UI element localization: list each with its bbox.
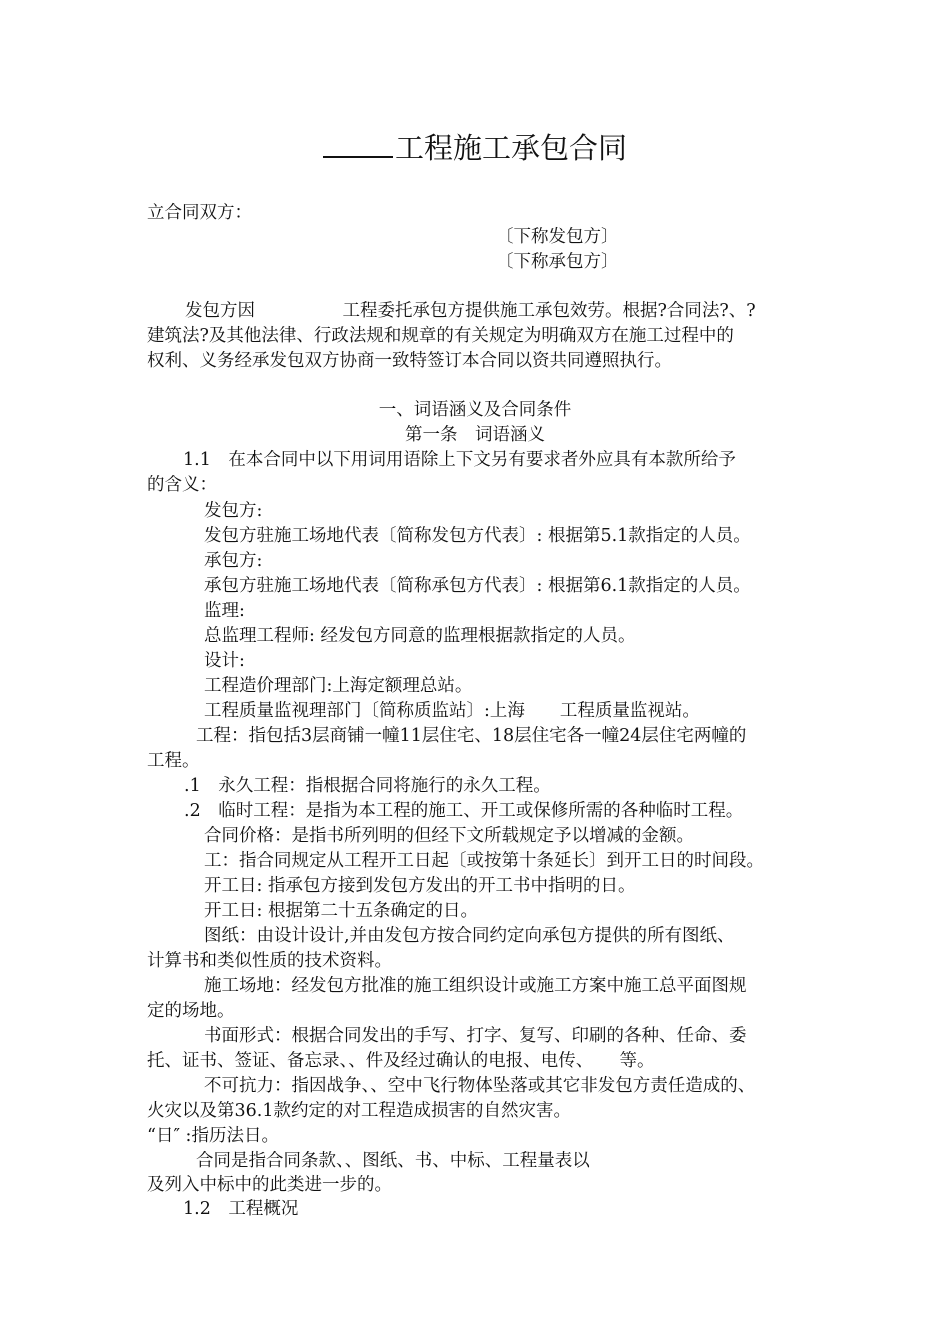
def-site-line-1: 施工场地：经发包方批准的施工组织设计或施工方案中施工总平面图规 [204, 976, 747, 996]
party-b-note: 〔下称承包方〕 [496, 252, 619, 272]
document-title [0, 130, 950, 166]
def-project-line-1: 工程：指包括3层商铺一幢11层住宅、18层住宅各一幢24层住宅两幢的 [196, 726, 747, 746]
clause-1-2-heading: 1.2 工程概况 [183, 1199, 299, 1219]
def-employer-rep: 发包方驻施工场地代表〔简称发包方代表〕: 根据第5.1款指定的人员。 [204, 526, 751, 546]
def-quality-dept: 工程质量监视理部门〔简称质监站〕:上海 工程质量监视站。 [204, 701, 700, 721]
preamble-line-1: 发包方因 工程委托承包方提供施工承包效劳。根据?合同法?、? [185, 301, 756, 321]
def-completion-date: 开工日: 根据第二十五条确定的日。 [204, 901, 478, 921]
article-heading: 第一条 词语涵义 [405, 425, 545, 445]
def-supervision: 监理: [204, 601, 245, 621]
party-a-note: 〔下称发包方〕 [496, 227, 619, 247]
def-site-line-2: 定的场地。 [147, 1001, 235, 1021]
def-temporary-works: .2 临时工程：是指为本工程的施工、开工或保修所需的各种临时工程。 [184, 801, 744, 821]
def-permanent-works: .1 永久工程：指根据合同将施行的永久工程。 [184, 776, 551, 796]
def-written-form-line-1: 书面形式：根据合同发出的手写、打字、复写、印刷的各种、任命、委 [204, 1026, 747, 1046]
def-drawings-line-1: 图纸：由设计设计,并由发包方按合同约定向承包方提供的所有图纸、 [204, 926, 735, 946]
def-drawings-line-2: 计算书和类似性质的技术资料。 [147, 951, 392, 971]
def-day: “日″ :指历法日。 [147, 1126, 279, 1146]
def-contract-line-2: 及列入中标中的此类进一步的。 [147, 1175, 392, 1195]
def-force-majeure-line-2: 火灾以及第36.1款约定的对工程造成损害的自然灾害。 [147, 1101, 571, 1121]
def-project-line-2: 工程。 [147, 751, 200, 771]
title-blank-line [323, 130, 393, 158]
def-contractor-rep: 承包方驻施工场地代表〔简称承包方代表〕: 根据第6.1款指定的人员。 [204, 576, 751, 596]
section-heading: 一、词语涵义及合同条件 [378, 400, 572, 420]
clause-1-1-line-2: 的含义： [147, 475, 217, 495]
def-employer: 发包方: [204, 501, 263, 521]
def-cost-dept: 工程造价理部门:上海定额理总站。 [204, 676, 473, 696]
def-chief-engineer: 总监理工程师: 经发包方同意的监理根据款指定的人员。 [204, 626, 636, 646]
def-contract-price: 合同价格：是指书所列明的但经下文所载规定予以增减的金额。 [204, 826, 694, 846]
def-contractor: 承包方: [204, 551, 263, 571]
def-duration: 工：指合同规定从工程开工日起〔或按第十条延长〕到开工日的时间段。 [204, 851, 764, 871]
title-text: 工程施工承包合同 [394, 131, 627, 165]
def-contract-line-1: 合同是指合同条款、、图纸、书、中标、工程量表以 [196, 1151, 590, 1171]
parties-intro: 立合同双方： [147, 203, 252, 223]
preamble-line-2: 建筑法?及其他法律、行政法规和规章的有关规定为明确双方在施工过程中的 [147, 326, 734, 346]
def-force-majeure-line-1: 不可抗力：指因战争、、空中飞行物体坠落或其它非发包方责任造成的、 [204, 1076, 756, 1096]
def-start-date: 开工日: 指承包方接到发包方发出的开工书中指明的日。 [204, 876, 636, 896]
preamble-line-3: 权利、义务经承发包双方协商一致特签订本合同以资共同遵照执行。 [147, 351, 672, 371]
def-written-form-line-2: 托、证书、签证、备忘录、、件及经过确认的电报、电传、 等。 [147, 1051, 655, 1071]
clause-1-1-line-1: 1.1 在本合同中以下用词用语除上下文另有要求者外应具有本款所给予 [183, 450, 736, 470]
def-design: 设计: [204, 651, 245, 671]
